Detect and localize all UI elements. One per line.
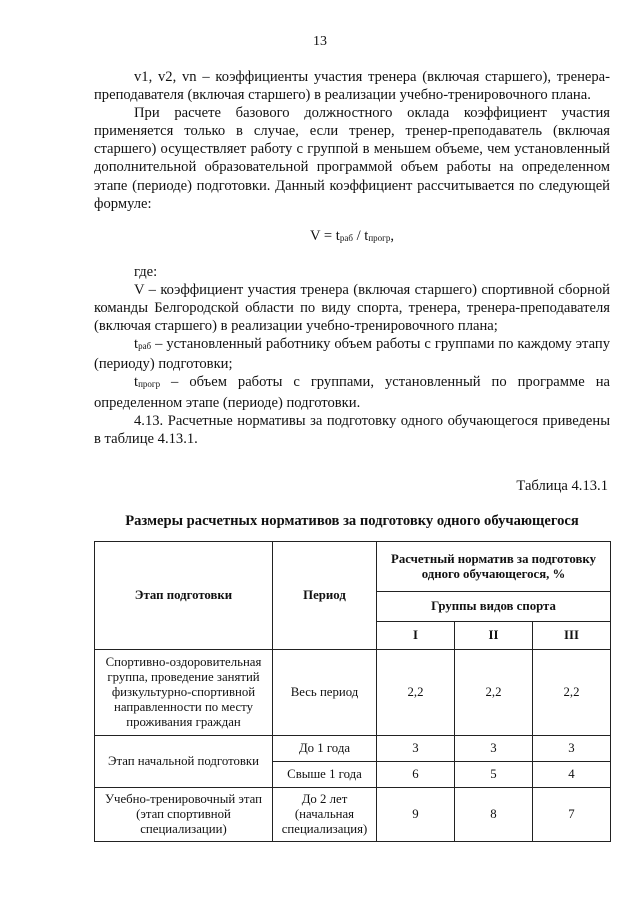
cell-value: 5 — [455, 762, 533, 788]
table-title: Размеры расчетных нормативов за подготовку одного обучающегося — [125, 513, 579, 529]
cell-value: 3 — [455, 736, 533, 762]
cell-period: Свыше 1 года — [273, 762, 377, 788]
definition-t-work: $t_{раб}$ – установленный работнику объем работы с группами по каждому этапу (периоду) подготовки; — [94, 336, 610, 373]
table-caption: Таблица 4.13.1 — [516, 478, 608, 494]
paragraph-v-coefficients: v1, v2, vn – коэффициенты участия тренера (включая старшего), тренера-преподавателя (включая старшего) в реализации учебно-тренировочного плана. — [94, 69, 610, 104]
where-label: где: — [134, 263, 158, 280]
header-stage: Этап подготовки — [95, 542, 273, 650]
cell-period: Весь период — [273, 650, 377, 736]
paragraph-4-13: 4.13. Расчетные нормативы за подготовку одного обучающегося приведены в таблице 4.13.1. — [94, 412, 610, 447]
page-number: 13 — [313, 34, 327, 49]
table-row — [95, 650, 611, 736]
table-row — [95, 788, 611, 842]
header-group-2: II — [455, 622, 533, 650]
cell-value: 7 — [533, 788, 611, 842]
paragraph-base-salary: При расчете базового должностного оклада коэффициент участия применяется только в случае, если тренер, тренер-преподаватель (включая старшего) осуществляет работу с группой в меньшем объеме, чем установленный дополнительной образовательной программой объем работы на определенном этапе (периоде) подготовки. Данный коэффициент рассчитывается по следующей формуле: — [94, 105, 610, 212]
table-row — [95, 736, 611, 762]
cell-stage: Учебно-тренировочный этап (этап спортивной специализации) — [95, 788, 273, 842]
cell-value: 2,2 — [377, 650, 455, 736]
cell-period: До 2 лет (начальная специализация) — [273, 788, 377, 842]
header-groups: Группы видов спорта — [377, 592, 611, 622]
header-group-3: III — [533, 622, 611, 650]
cell-value: 2,2 — [455, 650, 533, 736]
cell-value: 8 — [455, 788, 533, 842]
header-norm: Расчетный норматив за подготовку одного обучающегося, % — [377, 542, 611, 592]
cell-value: 6 — [377, 762, 455, 788]
cell-value: 3 — [377, 736, 455, 762]
cell-value: 3 — [533, 736, 611, 762]
cell-value: 9 — [377, 788, 455, 842]
body-text — [94, 68, 610, 448]
formula: $V = t_{раб} / t_{прогр}$, — [309, 227, 394, 244]
header-group-1: I — [377, 622, 455, 650]
header-period: Период — [273, 542, 377, 650]
definition-t-program: $t_{прогр}$ – объем работы с группами, установленный по программе на определенном этапе (периоде) подготовки. — [94, 374, 610, 411]
norms-table — [94, 541, 611, 842]
cell-stage: Спортивно-оздоровительная группа, проведение занятий физкультурно-спортивной направленности по месту проживания граждан — [95, 650, 273, 736]
definition-v: V – коэффициент участия тренера (включая старшего) спортивной сборной команды Белгородской области по виду спорта, тренера, тренера-преподавателя (включая старшего) в реализации учебно-тренировочного плана; — [94, 281, 610, 335]
cell-period: До 1 года — [273, 736, 377, 762]
cell-value: 2,2 — [533, 650, 611, 736]
cell-stage: Этап начальной подготовки — [95, 736, 273, 788]
cell-value: 4 — [533, 762, 611, 788]
